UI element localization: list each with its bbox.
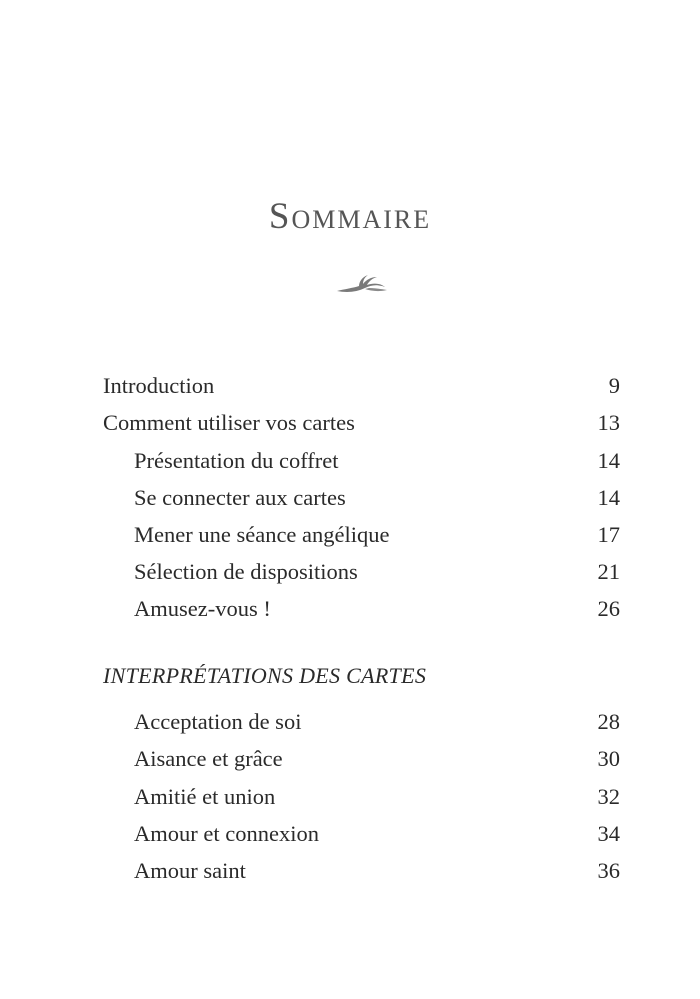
toc-entry[interactable] [0, 371, 700, 401]
toc-subentry[interactable] [0, 782, 700, 812]
toc-entry-label: Amour saint [134, 858, 246, 883]
toc-subentry[interactable] [0, 744, 700, 774]
toc-entry-label: Sélection de dispositions [134, 559, 358, 584]
toc-entry[interactable] [0, 408, 700, 438]
toc-entry-label: Mener une séance angélique [134, 522, 390, 547]
toc-entry-page: 30 [597, 746, 620, 771]
toc-subentry[interactable] [0, 483, 700, 513]
toc-entry-page: 17 [597, 522, 620, 547]
toc-entry-page: 13 [597, 410, 620, 435]
toc-subentry[interactable] [0, 557, 700, 587]
toc-subentry[interactable] [0, 856, 700, 886]
toc-subentry[interactable] [0, 594, 700, 624]
toc-entry-page: 36 [597, 858, 620, 883]
toc-entry-page: 14 [597, 485, 620, 510]
toc-entry-page: 21 [597, 559, 620, 584]
toc-entry-page: 9 [608, 373, 620, 398]
leaf-flourish-icon [335, 274, 389, 296]
toc-entry-page: 26 [597, 596, 620, 621]
toc-entry-label: Se connecter aux cartes [134, 485, 346, 510]
toc-entry-label: Acceptation de soi [134, 709, 302, 734]
toc-entry-label: Comment utiliser vos cartes [103, 410, 355, 435]
toc-entry-page: 14 [597, 448, 620, 473]
page-title: Sommaire [268, 196, 432, 237]
toc-subentry[interactable] [0, 520, 700, 550]
toc-subentry[interactable] [0, 707, 700, 737]
toc-entry-label: Amusez-vous ! [134, 596, 271, 621]
toc-entry-label: Amitié et union [134, 784, 276, 809]
section-heading: INTERPRÉTATIONS DES CARTES [103, 663, 427, 688]
toc-subentry[interactable] [0, 819, 700, 849]
toc-entry-label: Introduction [103, 373, 215, 398]
toc-subentry[interactable] [0, 446, 700, 476]
toc-entry-label: Présentation du coffret [134, 448, 339, 473]
toc-entry-page: 34 [597, 821, 620, 846]
toc-entry-label: Amour et connexion [134, 821, 319, 846]
toc-entry-label: Aisance et grâce [134, 746, 283, 771]
toc-entry-page: 32 [597, 784, 620, 809]
toc-entry-page: 28 [597, 709, 620, 734]
